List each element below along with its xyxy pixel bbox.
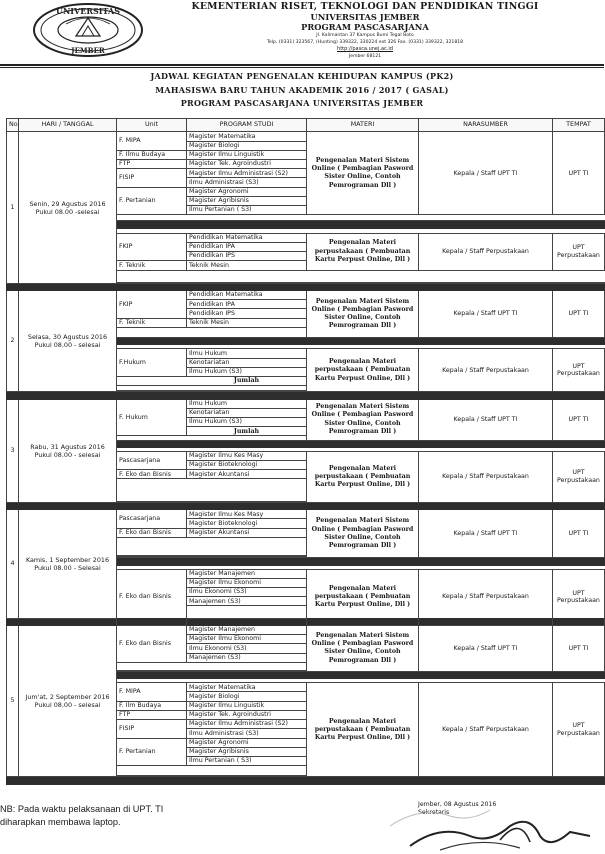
materi-cell: Pengenalan Materi Sistem Online ( Pembagian Pasword Sister Online, Contoh Pemrograman Dll ) bbox=[307, 510, 419, 558]
letterhead bbox=[0, 0, 604, 66]
day-date: Jum'at, 2 September 2016 Pukul 08.00 - selesai bbox=[19, 625, 117, 777]
jumlah-label: Jumlah bbox=[187, 427, 307, 436]
program-cell: Ilmu Administrasi (S3) bbox=[187, 729, 307, 738]
unit-cell: F. Teknik bbox=[117, 261, 187, 270]
tempat-cell: UPT Perpustakaan bbox=[553, 569, 605, 625]
tempat-cell: UPT TI bbox=[553, 399, 605, 440]
unit-cell: FKIP bbox=[117, 291, 187, 319]
program-cell: Manajemen (S3) bbox=[187, 653, 307, 662]
separator-band bbox=[7, 503, 605, 510]
sign-place-date: Jember, 08 Agustus 2016 bbox=[418, 801, 497, 808]
day-number: 5 bbox=[7, 625, 19, 777]
phone: Telp. (0331) 323567, (Hunting) 339322, 330224 ext 326 Fax. (0331) 339322, 321818 bbox=[266, 40, 464, 45]
document-titles bbox=[60, 70, 544, 111]
materi-cell: Pengenalan Materi Sistem Online ( Pembagian Pasword Sister Online, Contoh Pemrograman Dll ) bbox=[307, 399, 419, 440]
table-row bbox=[7, 132, 605, 141]
program-cell: Ilmu Ekonomi (S3) bbox=[187, 588, 307, 597]
program-cell: Magister Ilmu Administrasi (S2) bbox=[187, 169, 307, 178]
tempat-cell: UPT TI bbox=[553, 625, 605, 671]
program-cell: Ilmu Ekonomi (S3) bbox=[187, 644, 307, 653]
unit-cell: F.Hukum bbox=[117, 349, 187, 377]
day-number: 2 bbox=[7, 291, 19, 392]
unit-cell: Pascasarjana bbox=[117, 510, 187, 528]
program-cell: Magister Manajemen bbox=[187, 569, 307, 578]
program-cell: Magister Agronomi bbox=[187, 738, 307, 747]
program-cell: Ilmu Administrasi (S3) bbox=[187, 178, 307, 187]
unit-cell: F. Pertanian bbox=[117, 738, 187, 766]
program-cell: Ilmu Hukum bbox=[187, 349, 307, 358]
tempat-cell: UPT TI bbox=[553, 510, 605, 558]
header-unit: Unit bbox=[117, 119, 187, 132]
title-line-1: JADWAL KEGIATAN PENGENALAN KEHIDUPAN KAMPUS (PK2) bbox=[150, 71, 454, 81]
program-cell: Magister Ilmu Ekonomi bbox=[187, 578, 307, 587]
logo-text-bottom: JEMBER bbox=[71, 46, 105, 55]
program-cell: Magister Bioteknologi bbox=[187, 519, 307, 528]
program-cell: Pendidikan IPA bbox=[187, 242, 307, 251]
narasumber-cell: Kepala / Staff Perpustakaan bbox=[419, 451, 553, 502]
table-row bbox=[7, 510, 605, 519]
narasumber-cell: Kepala / Staff Perpustakaan bbox=[419, 349, 553, 392]
materi-cell: Pengenalan Materi perpustakaan ( Pembuatan Kartu Perpust Online, Dll ) bbox=[307, 451, 419, 502]
unit-cell: F. Eko dan Bisnis bbox=[117, 470, 187, 479]
program-name: PROGRAM PASCASARJANA bbox=[301, 22, 429, 32]
city-code: Jember 68121 bbox=[348, 54, 382, 59]
program-cell: Teknik Mesin bbox=[187, 318, 307, 327]
program-cell: Pendidikan IPS bbox=[187, 309, 307, 318]
university-name: UNIVERSITAS JEMBER bbox=[310, 12, 420, 22]
program-cell: Magister Tek. Agroindustri bbox=[187, 710, 307, 719]
program-cell: Magister Manajemen bbox=[187, 625, 307, 634]
address: Jl. Kalimantan 37 Kampus Bumi Tegal Boto bbox=[316, 33, 414, 38]
program-cell: Magister Tek. Agroindustri bbox=[187, 159, 307, 168]
day-number: 1 bbox=[7, 132, 19, 284]
title-line-2: MAHASISWA BARU TAHUN AKADEMIK 2016 / 2017 ( GASAL) bbox=[155, 84, 449, 95]
separator-band bbox=[7, 392, 605, 399]
narasumber-cell: Kepala / Staff Perpustakaan bbox=[419, 683, 553, 777]
footnote-line-1: NB: Pada waktu pelaksanaan di UPT. TI bbox=[0, 804, 164, 814]
tempat-cell: UPT Perpustakaan bbox=[553, 349, 605, 392]
program-cell: Magister Matematika bbox=[187, 132, 307, 141]
signature-stamp-image bbox=[380, 806, 604, 854]
program-cell: Magister Akuntansi bbox=[187, 528, 307, 537]
schedule-table bbox=[6, 118, 605, 785]
narasumber-cell: Kepala / Staff UPT TI bbox=[419, 510, 553, 558]
materi-cell: Pengenalan Materi Sistem Online ( Pembagian Pasword Sister Online, Contoh Pemrograman Dll ) bbox=[307, 132, 419, 215]
logo-text-top: UNIVERSITAS bbox=[55, 6, 121, 16]
materi-cell: Pengenalan Materi perpustakaan ( Pembuatan Kartu Perpust Online, Dll ) bbox=[307, 683, 419, 777]
separator-band bbox=[7, 618, 605, 625]
program-cell: Magister Agribisnis bbox=[187, 196, 307, 205]
program-cell: Ilmu Hukum bbox=[187, 399, 307, 408]
tempat-cell: UPT Perpustakaan bbox=[553, 233, 605, 270]
program-cell: Ilmu Pertanian ( S3) bbox=[187, 206, 307, 215]
narasumber-cell: Kepala / Staff Perpustakaan bbox=[419, 569, 553, 625]
jumlah-label: Jumlah bbox=[187, 377, 307, 386]
program-cell: Magister Bioteknologi bbox=[187, 461, 307, 470]
tempat-cell: UPT TI bbox=[553, 291, 605, 338]
program-cell: Magister Ilmu Linguistik bbox=[187, 150, 307, 159]
unit-cell: FKIP bbox=[117, 233, 187, 261]
unit-cell: F. MIPA bbox=[117, 683, 187, 701]
unit-cell: F. Eko dan Bisnis bbox=[117, 528, 187, 537]
program-cell: Magister Akuntansi bbox=[187, 470, 307, 479]
website-link[interactable]: http://pasca.unej.ac.id bbox=[337, 46, 393, 52]
university-logo bbox=[32, 2, 144, 58]
footnote-line-2: diharapkan membawa laptop. bbox=[0, 817, 121, 827]
header-narasumber: NARASUMBER bbox=[419, 119, 553, 132]
program-cell: Magister Biologi bbox=[187, 141, 307, 150]
unit-cell: F. Teknik bbox=[117, 318, 187, 327]
narasumber-cell: Kepala / Staff UPT TI bbox=[419, 291, 553, 338]
unit-cell: FTP bbox=[117, 159, 187, 168]
program-cell: Magister Ilmu Administrasi (S2) bbox=[187, 720, 307, 729]
program-cell: Ilmu Hukum (S3) bbox=[187, 418, 307, 427]
narasumber-cell: Kepala / Staff UPT TI bbox=[419, 625, 553, 671]
unit-cell: FISIP bbox=[117, 720, 187, 738]
materi-cell: Pengenalan Materi perpustakaan ( Pembuatan Kartu Perpust Online, Dll ) bbox=[307, 349, 419, 392]
header-day: HARI / TANGGAL bbox=[19, 119, 117, 132]
unit-cell: F. Eko dan Bisnis bbox=[117, 569, 187, 625]
day-date: Senin, 29 Agustus 2016 Pukul 08.00 -selesai bbox=[19, 132, 117, 284]
table-row bbox=[7, 625, 605, 634]
header-rule bbox=[0, 64, 604, 66]
separator-band bbox=[7, 777, 605, 785]
header-tempat: TEMPAT bbox=[553, 119, 605, 132]
day-number: 3 bbox=[7, 399, 19, 502]
program-cell: Magister Ilmu Kes Masy bbox=[187, 451, 307, 460]
program-cell: Magister Ilmu Ekonomi bbox=[187, 635, 307, 644]
materi-cell: Pengenalan Materi Sistem Online ( Pembagian Pasword Sister Online, Contoh Pemrograman Dll ) bbox=[307, 625, 419, 671]
program-cell: Magister Ilmu Linguistik bbox=[187, 701, 307, 710]
materi-cell: Pengenalan Materi perpustakaan ( Pembuatan Kartu Perpust Online, Dll ) bbox=[307, 569, 419, 625]
header-program: PROGRAM STUDI bbox=[187, 119, 307, 132]
tempat-cell: UPT Perpustakaan bbox=[553, 451, 605, 502]
program-cell: Kenotariatan bbox=[187, 408, 307, 417]
sign-role: Sekretaris bbox=[418, 808, 450, 816]
program-cell: Pendidikan Matematika bbox=[187, 291, 307, 300]
program-cell: Magister Matematika bbox=[187, 683, 307, 692]
program-cell: Teknik Mesin bbox=[187, 261, 307, 270]
unit-cell: F. Ilm Budaya bbox=[117, 701, 187, 710]
program-cell: Pendidikan IPS bbox=[187, 252, 307, 261]
table-row bbox=[7, 399, 605, 408]
program-cell: Magister Agribisnis bbox=[187, 747, 307, 756]
table-row bbox=[7, 291, 605, 300]
day-number: 4 bbox=[7, 510, 19, 619]
unit-cell: F. Eko dan Bisnis bbox=[117, 625, 187, 662]
program-cell: Ilmu Hukum (S3) bbox=[187, 367, 307, 376]
program-cell: Magister Agronomi bbox=[187, 187, 307, 196]
day-date: Kamis, 1 September 2016 Pukul 08.00 - Selesai bbox=[19, 510, 117, 619]
separator-band bbox=[7, 283, 605, 290]
unit-cell: FTP bbox=[117, 710, 187, 719]
ministry-name: KEMENTERIAN RISET, TEKNOLOGI DAN PENDIDIKAN TINGGI bbox=[191, 1, 539, 12]
unit-cell: F. Hukum bbox=[117, 399, 187, 436]
program-cell: Pendidikan IPA bbox=[187, 300, 307, 309]
table-header-row bbox=[7, 119, 605, 132]
header-rule-thin bbox=[0, 67, 604, 68]
narasumber-cell: Kepala / Staff UPT TI bbox=[419, 399, 553, 440]
program-cell: Pendidikan Matematika bbox=[187, 233, 307, 242]
unit-cell: F. MIPA bbox=[117, 132, 187, 150]
program-cell: Manajemen (S3) bbox=[187, 597, 307, 606]
program-cell: Magister Ilmu Kes Masy bbox=[187, 510, 307, 519]
header-no: No. bbox=[7, 119, 19, 132]
program-cell: Magister Biologi bbox=[187, 692, 307, 701]
day-date: Selasa, 30 Agustus 2016 Pukul 08.00 - selesai bbox=[19, 291, 117, 392]
unit-cell: FISIP bbox=[117, 169, 187, 187]
header-materi: MATERI bbox=[307, 119, 419, 132]
day-date: Rabu, 31 Agustus 2016 Pukul 08.00 - selesai bbox=[19, 399, 117, 502]
unit-cell: Pascasarjana bbox=[117, 451, 187, 469]
program-cell: Kenotariatan bbox=[187, 358, 307, 367]
narasumber-cell: Kepala / Staff Perpustakaan bbox=[419, 233, 553, 270]
materi-cell: Pengenalan Materi Sistem Online ( Pembagian Pasword Sister Online, Contoh Pemrograman Dll ) bbox=[307, 291, 419, 338]
footnote bbox=[0, 803, 320, 829]
tempat-cell: UPT TI bbox=[553, 132, 605, 215]
materi-cell: Pengenalan Materi perpustakaan ( Pembuatan Kartu Perpust Online, Dll ) bbox=[307, 233, 419, 270]
tempat-cell: UPT Perpustakaan bbox=[553, 683, 605, 777]
narasumber-cell: Kepala / Staff UPT TI bbox=[419, 132, 553, 215]
program-cell: Ilmu Pertanian ( S3) bbox=[187, 757, 307, 766]
title-line-3: PROGRAM PASCASARJANA UNIVERSITAS JEMBER bbox=[180, 98, 424, 108]
unit-cell: F. Ilmu Budaya bbox=[117, 150, 187, 159]
unit-cell: F. Pertanian bbox=[117, 187, 187, 215]
